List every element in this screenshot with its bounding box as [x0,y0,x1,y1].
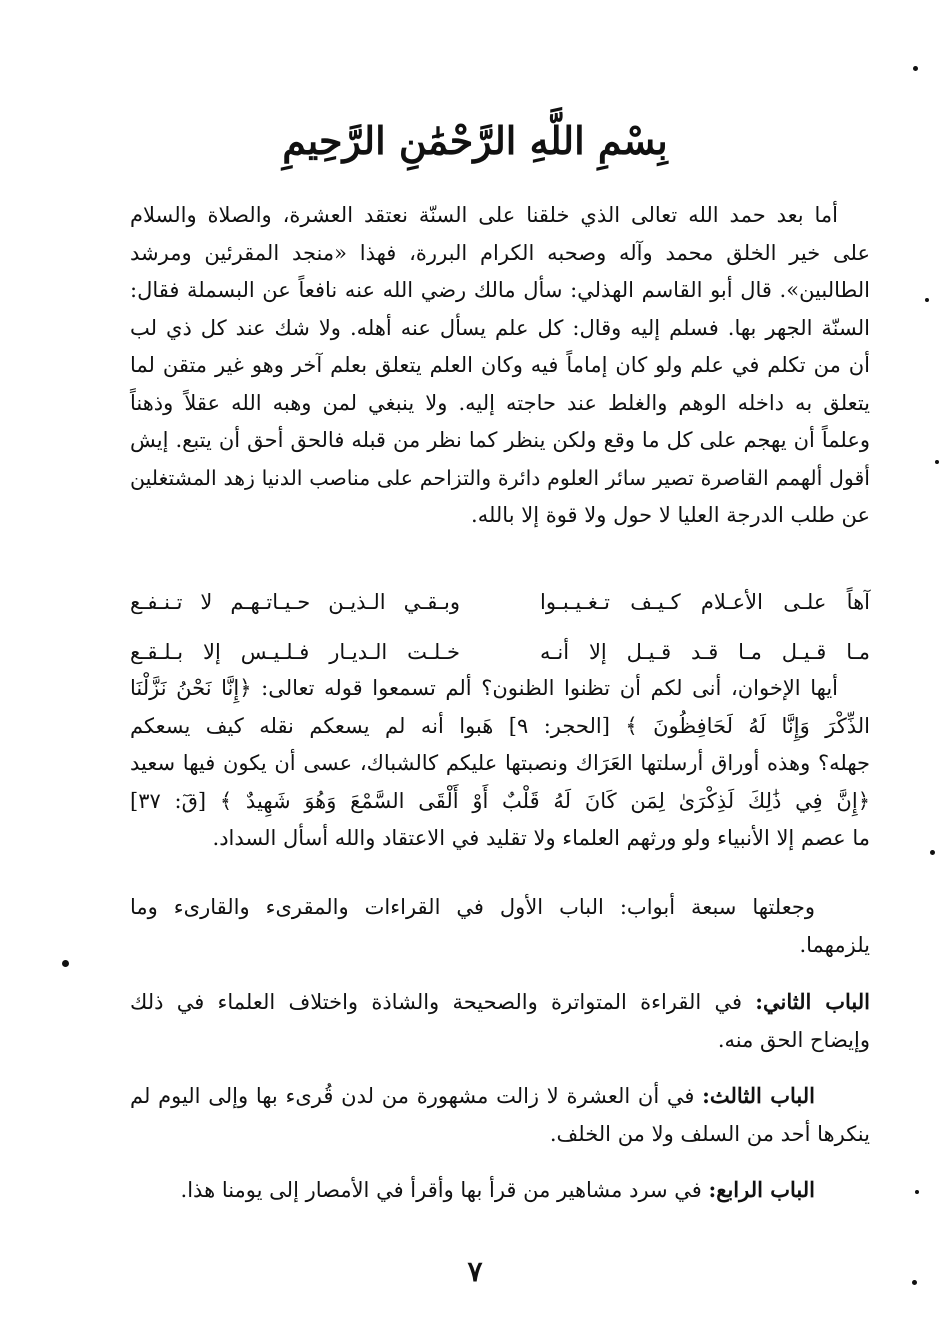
chapter-2-text: في القراءة المتواترة والصحيحة والشاذة واختلاف العلماء في ذلك [130,990,756,1014]
address-line: أيها الإخوان، أنى لكم أن تظنوا الظنون؟ ألم تسمعوا قوله تعالى: ﴿إِنَّا نَحْنُ نَزَّلْنَا [130,676,838,700]
intro-line: يتعلق به داخله الوهم والغلط عند حاجته إليه. ولا ينبغي لمن وهبه الله عقلاً وذهناً [130,390,870,415]
intro-line: السنّة الجهر بها. فسلم إليه وقال: كل علم يسأل عنه أهله. ولا شك عند كل ذي لب [130,315,870,340]
address-line: جهله؟ وهذه أوراق أرسلتها العَرَاك ونصبتها عليكم كالشباك، عسى أن يكون فيها سعيد [130,751,870,775]
intro-line: الطالبين». قال أبو القاسم الهذلي: سأل مالك رضي الله عنه نافعاً عن البسملة فقال: [130,278,870,302]
intro-paragraph [130,197,870,535]
chapter-2-line: وإيضاح الحق منه. [717,1027,870,1052]
scan-speck [913,66,918,71]
intro-line: على خير الخلق محمد وآله وصحبه الكرام البررة، فهذا «منجد المقرئين ومرشد [130,240,870,265]
chapters-intro-line: وجعلتها سبعة أبواب: الباب الأول في القراءات والمقرىء والقارىء وما [130,895,815,919]
scan-speck [930,850,935,855]
intro-line: عن طلب الدرجة العليا لا حول ولا قوة إلا بالله. [471,503,870,527]
basmala-heading: بِسْمِ اللَّهِ الرَّحْمَٰنِ الرَّحِيمِ [282,118,668,163]
poem-verse [130,577,870,627]
poem-second-hemistich: وبـقـي الـذيـن حـيـاتـهـم لا تـنـفـع [130,590,460,614]
poem-first-hemistich: آهاً علـى الأعـلام كـيـف تـغـيـبـوا [540,590,870,614]
poem-block [130,577,870,677]
poem-second-hemistich: خـلـت الـديـار فـلـيـس إلا بـلـقـع [130,640,460,664]
chapter-3-label: الباب الثالث: [702,1083,815,1108]
chapter-4-paragraph [130,1171,870,1210]
chapters-intro-paragraph [130,889,870,964]
intro-line: أما بعد حمد الله تعالى الذي خلقنا على السنّة نعتقد العشرة، والصلاة والسلام [130,203,838,227]
intro-line: وعلماً أن يهجم على كل ما وقع ولكن ينظر كما نظر من قبله فالحق أحق أن يتبع. إيش [130,428,870,452]
address-line: ﴿إِنَّ فِي ذَٰلِكَ لَذِكْرَىٰ لِمَن كَانَ لَهُ قَلْبٌ أَوْ أَلْقَى السَّمْعَ وَهُوَ شَهِيدٌ ﴾ [قٓ: ٣٧] [130,788,870,813]
scan-speck [912,1280,917,1285]
intro-line: أقول ألهمم القاصرة تصير سائر العلوم دائرة والتزاحم على مناصب الدنيا زهد المشتغلين [130,465,870,490]
poem-first-hemistich: مـا قـيـل مـا قـد قـيـل إلا أنـه [540,640,870,664]
chapter-4-text: في سرد مشاهير من قرأ بها وأقرأ في الأمصار إلى يومنا هذا. [180,1178,709,1202]
address-paragraph [130,670,870,858]
chapter-2-label: الباب الثاني: [755,989,870,1014]
chapter-3-line [130,1077,870,1116]
scan-speck [925,298,929,302]
scan-speck [62,960,69,967]
scan-speck [935,460,939,464]
chapters-intro-line: يلزمهما. [799,932,870,957]
chapter-3-paragraph [130,1077,870,1153]
chapter-2-paragraph [130,983,870,1059]
chapter-3-text: في أن العشرة لا زالت مشهورة من لدن قُرىء بها وإلى اليوم لم [130,1084,703,1108]
page-number: ٧ [467,1255,483,1288]
chapter-2-line [130,983,870,1022]
address-line: الذِّكْرَ وَإِنَّا لَهُ لَحَافِظُونَ ﴾ [الحجر: ٩] هَبوا أنه لم يسعكم نقله كيف يسعكم [130,713,870,738]
address-line: ما عصم إلا الأنبياء ولو ورثهم العلماء ولا تقليد في الاعتقاد والله أسأل السداد. [212,826,870,850]
chapter-4-label: الباب الرابع: [708,1177,815,1202]
scan-speck [915,1190,919,1194]
chapter-3-line: ينكرها أحد من السلف ولا من الخلف. [549,1121,870,1146]
intro-line: أن من تكلم في علم ولو كان إماماً فيه وكان العلم يتعلق بعلم آخر وهو غير متقن لما [130,353,870,377]
chapter-4-line [130,1171,870,1210]
